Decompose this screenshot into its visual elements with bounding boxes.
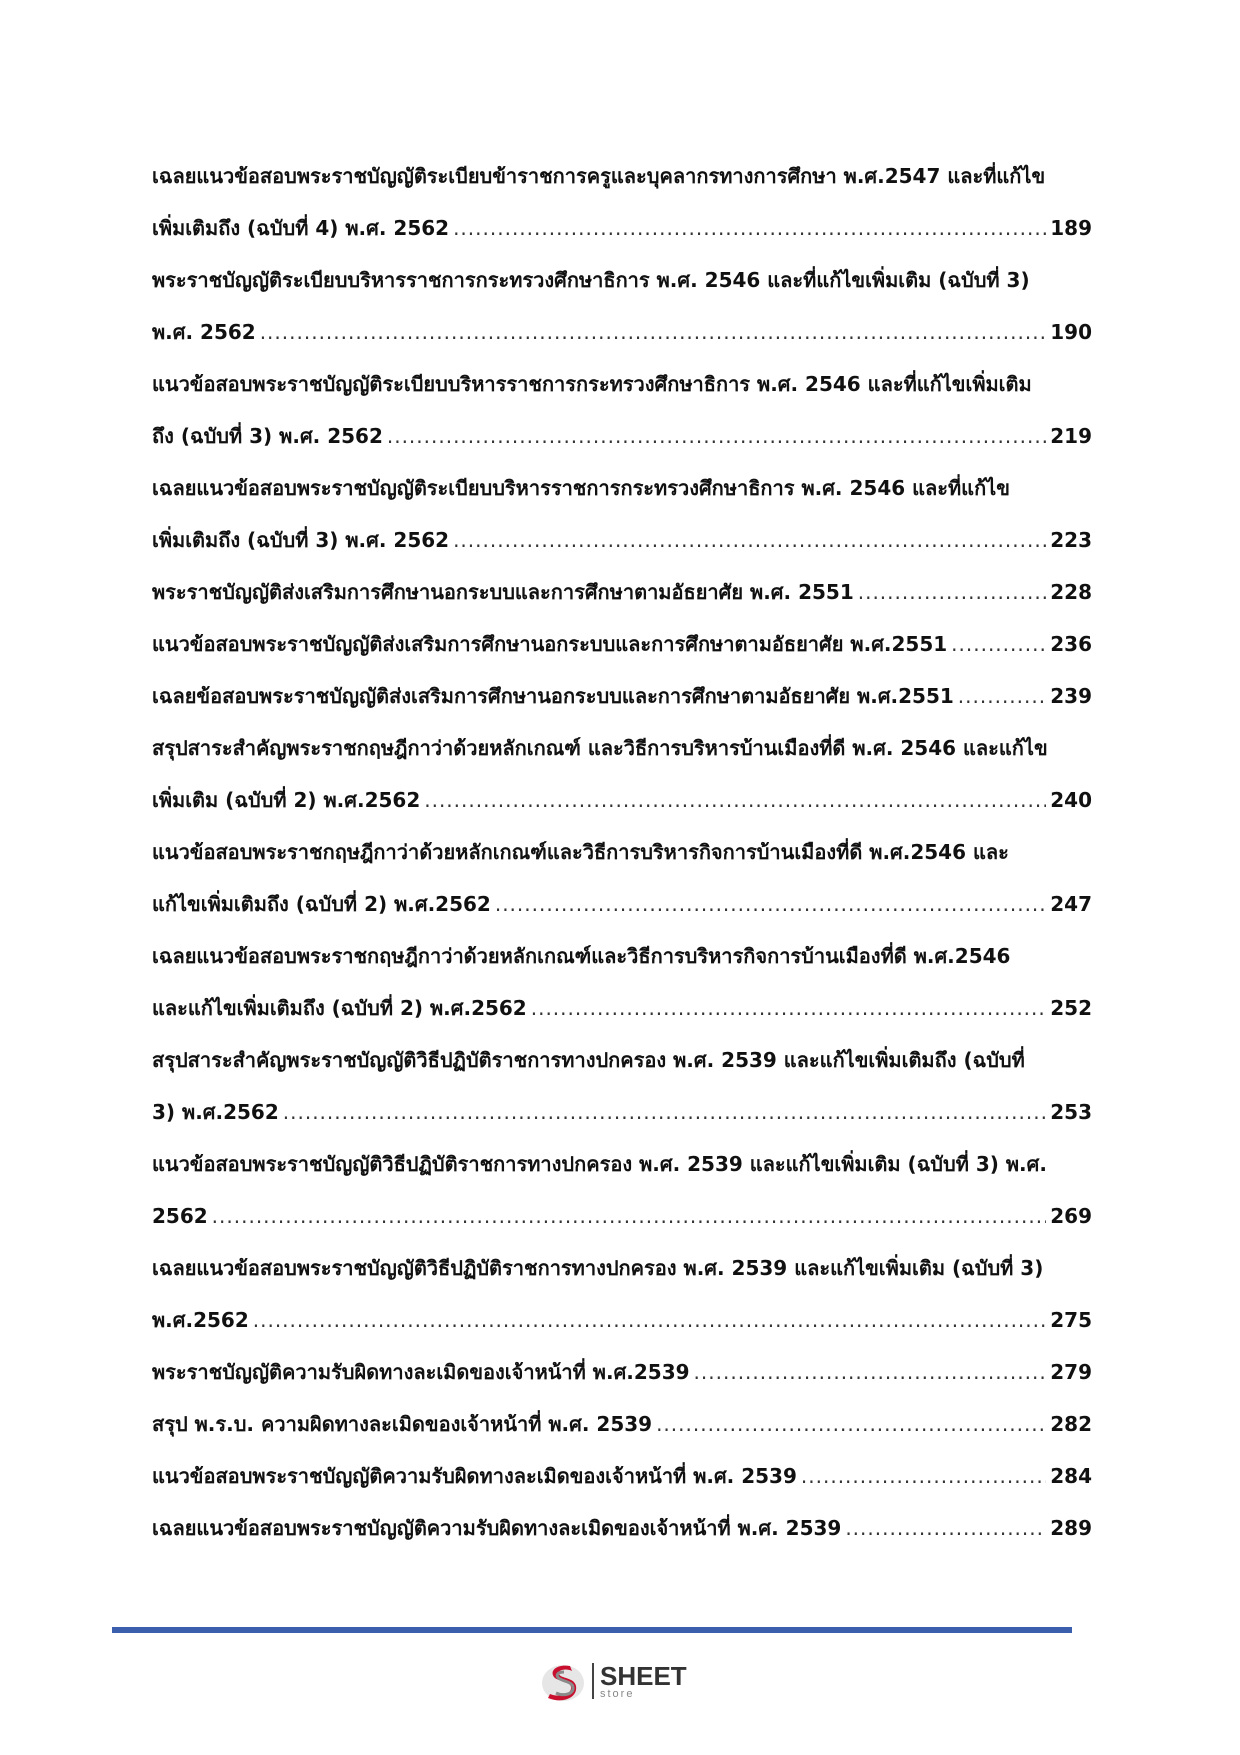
toc-entry-title-line: แนวข้อสอบพระราชบัญญัติระเบียบบริหารราชการกระทรวงศึกษาธิการ พ.ศ. 2546 และที่แก้ไขเพิ่มเติม	[152, 372, 1032, 396]
toc-entry-title-line: 2562	[152, 1204, 208, 1228]
logo-divider	[592, 1663, 594, 1699]
logo-text	[600, 1660, 687, 1700]
toc-entry-page-number: 282	[1050, 1412, 1092, 1436]
toc-entry-title-line: พระราชบัญญัติระเบียบบริหารราชการกระทรวงศึกษาธิการ พ.ศ. 2546 และที่แก้ไขเพิ่มเติม (ฉบับที่ 3)	[152, 268, 1030, 292]
toc-entry-page-number: 223	[1050, 528, 1092, 552]
toc-entry-page-number: 279	[1050, 1360, 1092, 1384]
toc-entry-page-number: 228	[1050, 580, 1092, 604]
toc-entry-leader-line	[152, 1086, 1092, 1138]
toc-entry-leader-line	[152, 1346, 1092, 1398]
dot-leader	[283, 1086, 1046, 1138]
toc-entry-title-line: เพิ่มเติมถึง (ฉบับที่ 4) พ.ศ. 2562	[152, 216, 450, 240]
toc-entry-title-line: แก้ไขเพิ่มเติมถึง (ฉบับที่ 2) พ.ศ.2562	[152, 892, 491, 916]
toc-entry-title-line: แนวข้อสอบพระราชบัญญัติความรับผิดทางละเมิดของเจ้าหน้าที่ พ.ศ. 2539	[152, 1464, 797, 1488]
dot-leader	[656, 1398, 1046, 1450]
toc-entry-leader-line	[152, 566, 1092, 618]
toc-entry[interactable]	[152, 1398, 1092, 1450]
dot-leader	[694, 1346, 1047, 1398]
dot-leader	[387, 410, 1046, 462]
dot-leader	[424, 774, 1046, 826]
toc-entry[interactable]	[152, 358, 1092, 462]
toc-entry-page-number: 240	[1050, 788, 1092, 812]
toc-entry-title-line: 3) พ.ศ.2562	[152, 1100, 279, 1124]
toc-entry[interactable]	[152, 930, 1092, 1034]
dot-leader	[260, 306, 1047, 358]
toc-entry-page-number: 236	[1050, 632, 1092, 656]
toc-entry-leader-line	[152, 774, 1092, 826]
toc-entry[interactable]	[152, 254, 1092, 358]
toc-entry-page-number: 269	[1050, 1204, 1092, 1228]
toc-entry-title-line: พ.ศ. 2562	[152, 320, 256, 344]
sheet-store-logo	[540, 1655, 687, 1707]
toc-entry[interactable]	[152, 618, 1092, 670]
toc-entry-leader-line	[152, 878, 1092, 930]
table-of-contents	[152, 150, 1092, 1554]
toc-entry-leader-line	[152, 1190, 1092, 1242]
toc-entry-title-line: พระราชบัญญัติส่งเสริมการศึกษานอกระบบและการศึกษาตามอัธยาศัย พ.ศ. 2551	[152, 580, 854, 604]
dot-leader	[453, 202, 1046, 254]
toc-entry-page-number: 190	[1050, 320, 1092, 344]
dot-leader	[801, 1450, 1046, 1502]
toc-entry[interactable]	[152, 1138, 1092, 1242]
dot-leader	[212, 1190, 1047, 1242]
toc-entry-leader-line	[152, 618, 1092, 670]
toc-entry[interactable]	[152, 1450, 1092, 1502]
toc-entry-title-line: เฉลยข้อสอบพระราชบัญญัติส่งเสริมการศึกษานอกระบบและการศึกษาตามอัธยาศัย พ.ศ.2551	[152, 684, 954, 708]
dot-leader	[495, 878, 1046, 930]
toc-entry[interactable]	[152, 826, 1092, 930]
toc-entry-page-number: 252	[1050, 996, 1092, 1020]
toc-entry-leader-line	[152, 1450, 1092, 1502]
toc-entry[interactable]	[152, 150, 1092, 254]
toc-entry-leader-line	[152, 670, 1092, 722]
toc-entry[interactable]	[152, 566, 1092, 618]
toc-entry-title-line: และแก้ไขเพิ่มเติมถึง (ฉบับที่ 2) พ.ศ.2562	[152, 996, 527, 1020]
toc-entry-leader-line	[152, 514, 1092, 566]
toc-entry-title-line: สรุปสาระสำคัญพระราชกฤษฎีกาว่าด้วยหลักเกณฑ์ และวิธีการบริหารบ้านเมืองที่ดี พ.ศ. 2546 และแก้ไข	[152, 736, 1048, 760]
sheet-store-logo-icon	[540, 1658, 586, 1704]
dot-leader	[845, 1502, 1046, 1554]
toc-entry-leader-line	[152, 1398, 1092, 1450]
toc-entry-title-line: แนวข้อสอบพระราชบัญญัติส่งเสริมการศึกษานอกระบบและการศึกษาตามอัธยาศัย พ.ศ.2551	[152, 632, 948, 656]
toc-entry-title-line: เฉลยแนวข้อสอบพระราชกฤษฎีกาว่าด้วยหลักเกณฑ์และวิธีการบริหารกิจการบ้านเมืองที่ดี พ.ศ.2546	[152, 944, 1011, 968]
toc-entry-page-number: 289	[1050, 1516, 1092, 1540]
toc-entry[interactable]	[152, 1346, 1092, 1398]
toc-entry-page-number: 284	[1050, 1464, 1092, 1488]
logo-brand: SHEET	[600, 1660, 687, 1691]
logo-subtitle: store	[600, 1687, 635, 1700]
toc-entry-title-line: ถึง (ฉบับที่ 3) พ.ศ. 2562	[152, 424, 383, 448]
toc-entry-title-line: เฉลยแนวข้อสอบพระราชบัญญัติระเบียบบริหารราชการกระทรวงศึกษาธิการ พ.ศ. 2546 และที่แก้ไข	[152, 476, 1010, 500]
toc-entry-title-line: เฉลยแนวข้อสอบพระราชบัญญัติความรับผิดทางละเมิดของเจ้าหน้าที่ พ.ศ. 2539	[152, 1516, 842, 1540]
toc-entry-page-number: 275	[1050, 1308, 1092, 1332]
dot-leader	[958, 670, 1046, 722]
toc-entry[interactable]	[152, 462, 1092, 566]
toc-entry-title-line: สรุป พ.ร.บ. ความผิดทางละเมิดของเจ้าหน้าที่ พ.ศ. 2539	[152, 1412, 653, 1436]
toc-entry-title-line: เฉลยแนวข้อสอบพระราชบัญญัติระเบียบข้าราชการครูและบุคลากรทางการศึกษา พ.ศ.2547 และที่แก้ไข	[152, 164, 1046, 188]
toc-entry-leader-line	[152, 1294, 1092, 1346]
toc-entry-leader-line	[152, 982, 1092, 1034]
toc-entry-title-line: พระราชบัญญัติความรับผิดทางละเมิดของเจ้าหน้าที่ พ.ศ.2539	[152, 1360, 690, 1384]
toc-entry-title-line: สรุปสาระสำคัญพระราชบัญญัติวิธีปฏิบัติราชการทางปกครอง พ.ศ. 2539 และแก้ไขเพิ่มเติมถึง (ฉบับที่	[152, 1048, 1025, 1072]
toc-entry-title-line: แนวข้อสอบพระราชกฤษฎีกาว่าด้วยหลักเกณฑ์และวิธีการบริหารกิจการบ้านเมืองที่ดี พ.ศ.2546 และ	[152, 840, 1009, 864]
dot-leader	[531, 982, 1047, 1034]
toc-entry-title-line: เพิ่มเติมถึง (ฉบับที่ 3) พ.ศ. 2562	[152, 528, 450, 552]
toc-entry[interactable]	[152, 670, 1092, 722]
toc-entry[interactable]	[152, 1034, 1092, 1138]
toc-entry-title-line: เฉลยแนวข้อสอบพระราชบัญญัติวิธีปฏิบัติราชการทางปกครอง พ.ศ. 2539 และแก้ไขเพิ่มเติม (ฉบับที่ 3)	[152, 1256, 1044, 1280]
toc-entry-page-number: 253	[1050, 1100, 1092, 1124]
toc-entry-leader-line	[152, 410, 1092, 462]
dot-leader	[253, 1294, 1047, 1346]
dot-leader	[858, 566, 1047, 618]
toc-entry-page-number: 247	[1050, 892, 1092, 916]
toc-entry-page-number: 239	[1050, 684, 1092, 708]
footer-divider	[112, 1627, 1072, 1633]
toc-entry-leader-line	[152, 306, 1092, 358]
toc-entry-leader-line	[152, 202, 1092, 254]
toc-entry-title-line: แนวข้อสอบพระราชบัญญัติวิธีปฏิบัติราชการทางปกครอง พ.ศ. 2539 และแก้ไขเพิ่มเติม (ฉบับที่ 3) พ.ศ.	[152, 1152, 1047, 1176]
toc-entry[interactable]	[152, 722, 1092, 826]
toc-entry-page-number: 219	[1050, 424, 1092, 448]
dot-leader	[951, 618, 1046, 670]
toc-entry-title-line: พ.ศ.2562	[152, 1308, 249, 1332]
dot-leader	[453, 514, 1046, 566]
toc-entry-page-number: 189	[1050, 216, 1092, 240]
toc-entry[interactable]	[152, 1502, 1092, 1554]
toc-entry-title-line: เพิ่มเติม (ฉบับที่ 2) พ.ศ.2562	[152, 788, 421, 812]
toc-entry-leader-line	[152, 1502, 1092, 1554]
toc-entry[interactable]	[152, 1242, 1092, 1346]
